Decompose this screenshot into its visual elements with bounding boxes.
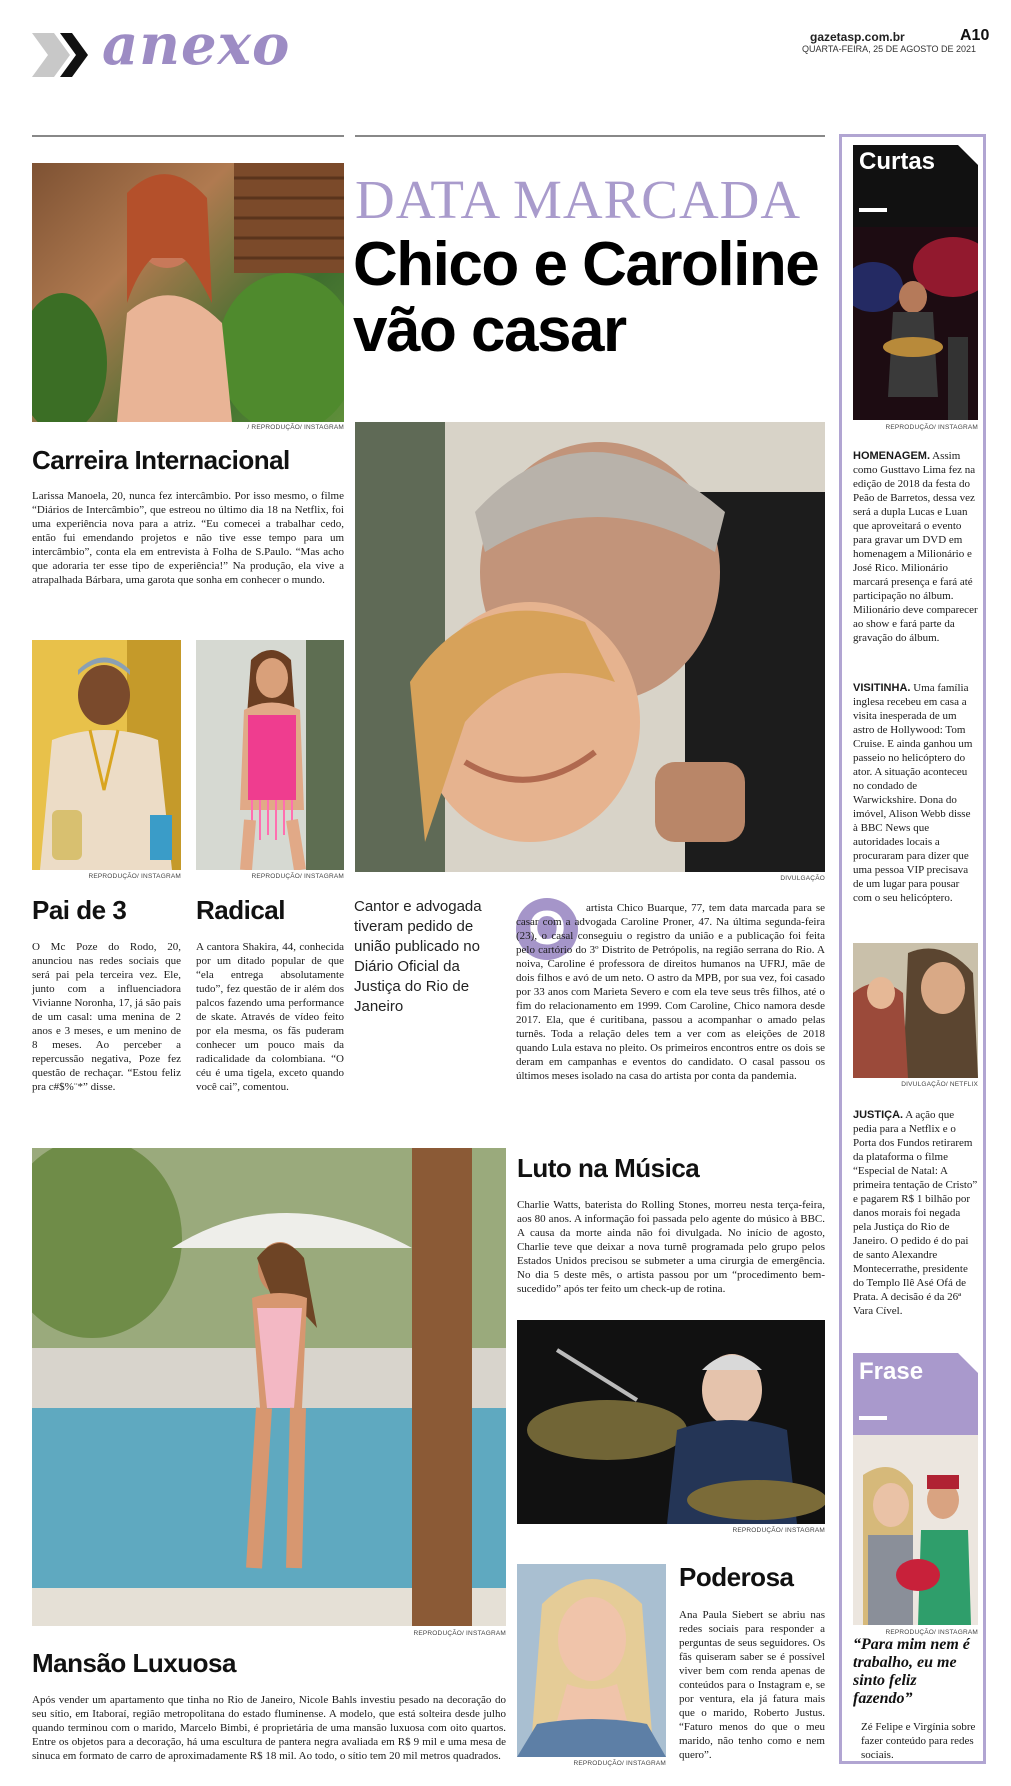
mc-poze-photo [32,640,181,870]
carreira-body: Larissa Manoela, 20, nunca fez intercâmbio. Por isso mesmo, o filme “Diários de Intercâmbio”, que estreou no último dia 18 na Netflix, foi uma experiência nova para a atriz. “Eu comecei a trabalhar cedo, então fui emendando projetos e não tive esse tempo para um intercâmbio”, conta ela em entrevista à Folha de S.Paulo. “Mas acho que adoraria ter esse tipo de experiência!” Na produção, ela vive a atrapalhada Bárbara, uma garota que sonha em conhecer o mundo. [32,490,344,586]
frase-quote: “Para mim nem é trabalho, eu me sinto feliz fazendo” [853,1636,970,1707]
homenagem-note: HOMENAGEM. Assim como Gusttavo Lima fez na edição de 2018 da festa do Peão de Barretos, dessa vez será a dupla Lucas e Luan que aproveitará o evento para gravar um DVD em homenagem a Milionário e José Rico. Milionário marcará presença e fará até participação no álbum. Milionário deve comparecer ao show e fará parte da gravação do álbum. [853,450,978,644]
larissa-photo [32,163,344,422]
curtas-tag: Curtas [859,148,936,175]
frase-tag: Frase [859,1358,924,1385]
poderosa-title: Poderosa [679,1562,794,1592]
poderosa-body: Ana Paula Siebert se abriu nas redes sociais para responder a perguntas de seus seguidores. Os fãs quiseram saber se é possível viver bem com renda apenas de conteúdos para o Instagram e, se por ventura, ela já fatura mais que o marido, Roberto Justus. “Faturo menos do que o meu marido, não tenho como e nem quero”. [679,1609,825,1761]
photo-credit: DIVULGAÇÃO/ NETFLIX [901,1081,978,1088]
photo-credit: REPRODUÇÃO/ INSTAGRAM [732,1527,825,1534]
photo-credit: REPRODUÇÃO/ INSTAGRAM [251,873,344,880]
photo-credit: REPRODUÇÃO/ INSTAGRAM [573,1760,666,1767]
justica-note: JUSTIÇA. A ação que pedia para a Netflix e o Porta dos Fundos retirarem da plataforma o filme “Especial de Natal: A primeira tentação de Cristo” e pagarem R$ 1 bilhão por danos morais foi negada pela Justiça do Rio de Janeiro. O pedido é do pai de santo Alexandre Montecerrathe, presidente do Templo Ilê Asé Ofá de Prata. A decisão é da 26ª Vara Cível. [853,1109,978,1317]
pai-title: Pai de 3 [32,895,127,925]
visitinha-note: VISITINHA. Uma família inglesa recebeu em casa a visita inesperada de um astro de Hollywood: Tom Cruise. E ainda ganhou um passeio no helicóptero do ator. A situação aconteceu no condado de Warwickshire. Dona do imóvel, Alison Webb disse à BBC News que autoridades locais a procuraram para dizer que uma pessoa VIP precisava de um lugar para pousar com o seu helicóptero. [853,682,973,904]
divider [355,135,825,137]
photo-credit: REPRODUÇÃO/ INSTAGRAM [885,424,978,431]
photo-credit: REPRODUÇÃO/ INSTAGRAM [88,873,181,880]
ze-felipe-virginia-photo [853,1435,978,1625]
luto-title: Luto na Música [517,1153,700,1183]
story-lede: Cantor e advogada tiveram pedido de união publicado no Diário Oficial da Justiça do Rio de Janeiro [354,898,482,1015]
pai-body: O Mc Poze do Rodo, 20, anunciou nas redes sociais que será pai pela terceira vez. Ele, junto com a influenciadora Vivianne Noronha, 17, já são pais de um casal: uma menina de 2 anos e 3 meses, e um menino de 8 meses. Ao perceber a repercussão negativa, Poze fez questão de rechaçar. “Estou feliz pra c#$%¨*” disse. [32,941,181,1093]
carreira-title: Carreira Internacional [32,445,290,475]
divider [32,135,344,137]
section-chevron-logo [32,33,94,77]
story-body: artista Chico Buarque, 77, tem data marcada para se casar com a advogada Caroline Proner, 47. Na última segunda-feira (23), o casal conseguiu o registro da união e a publicação foi feita pelo cartório do 3º Distrito de Petrópolis, na região serrana do Rio. A noiva, Caroline é professora de direitos humanos na UFRJ, mãe de dois filhos e avó de um neto. O astro da MPB, por sua vez, foi casado por 33 anos com Marieta Severo e com ela teve seus três filhos, até o fim do relacionamento em 1999. Com Caroline, Chico namora desde 2017. Ela, que é curitibana, passou a acompanhar o amado pelas turnês. Toda a relação deles tem a ver com as eleições de 2018 quando Lula estava no pleito. Os primeiros encontros entre os dois se deram em campanhas e eventos do candidato. O casal passou os últimos meses isolado na casa do artista por conta da pandemia. [516,902,825,1082]
site-url: gazetasp.com.br [810,30,905,44]
ana-paula-photo [517,1564,666,1757]
story-headline: Chico e Caroline vão casar [353,230,819,365]
drop-cap: O [516,898,578,960]
photo-credit: REPRODUÇÃO/ INSTAGRAM [885,1629,978,1636]
nicole-pool-photo [32,1148,506,1626]
porta-dos-fundos-photo [853,943,978,1078]
story-kicker: DATA MARCADA [355,169,802,230]
mansao-title: Mansão Luxuosa [32,1648,236,1678]
stage-concert-photo [853,227,978,420]
photo-credit: REPRODUÇÃO/ INSTAGRAM [413,1630,506,1637]
photo-credit: / REPRODUÇÃO/ INSTAGRAM [247,424,344,431]
edition-date: QUARTA-FEIRA, 25 DE AGOSTO DE 2021 [802,44,977,54]
page-number: A10 [960,27,990,44]
photo-credit: DIVULGAÇÃO [780,875,825,882]
chico-caroline-photo [355,422,825,872]
charlie-watts-photo [517,1320,825,1524]
luto-body: Charlie Watts, baterista do Rolling Stones, morreu nesta terça-feira, aos 80 anos. A informação foi passada pelo agente do músico à BBC. A causa da morte ainda não foi divulgada. No início de agosto, Charlie teve que deixar a nova turnê programada pelo grupo pelos Estados Unidos precisou se submeter a uma cirurgia de emergência. No dia 5 deste mês, o artista passou por um “procedimento bem-sucedido” após ter feito um check-up de rotina. [517,1199,825,1295]
section-title: anexo [102,12,291,78]
mansao-body: Após vender um apartamento que tinha no Rio de Janeiro, Nicole Bahls investiu pesado na decoração do seu sítio, em Itaboraí, região metropolitana do estado fluminense. A modelo, que está solteira desde julho quando terminou com o marido, Marcelo Bimbi, é proprietária de uma mansão luxuosa com oito quartos. Entre os objetos para a decoração, há uma escultura de pantera negra avaliada em R$ 9 mil e uma mesa de sinuca em formato de carro de aproximadamente R$ 18 mil. Ao todo, o sítio tem 20 mil metros quadrados. [32,1694,506,1762]
shakira-photo [196,640,344,870]
radical-body: A cantora Shakira, 44, conhecida por um ditado popular de que “ela entrega absolutamente tudo”, fez questão de ir além dos palcos fazendo uma performance de skate. Através de vídeo feito por ela mesma, os fãs puderam conhecer um pouco mais da radicalidade da colombiana. “O céu é uma tigela, exceto quando você cai”, comentou. [196,941,344,1093]
frase-caption: Zé Felipe e Virgínia sobre fazer conteúdo para redes sociais. [861,1721,976,1761]
radical-title: Radical [196,895,285,925]
